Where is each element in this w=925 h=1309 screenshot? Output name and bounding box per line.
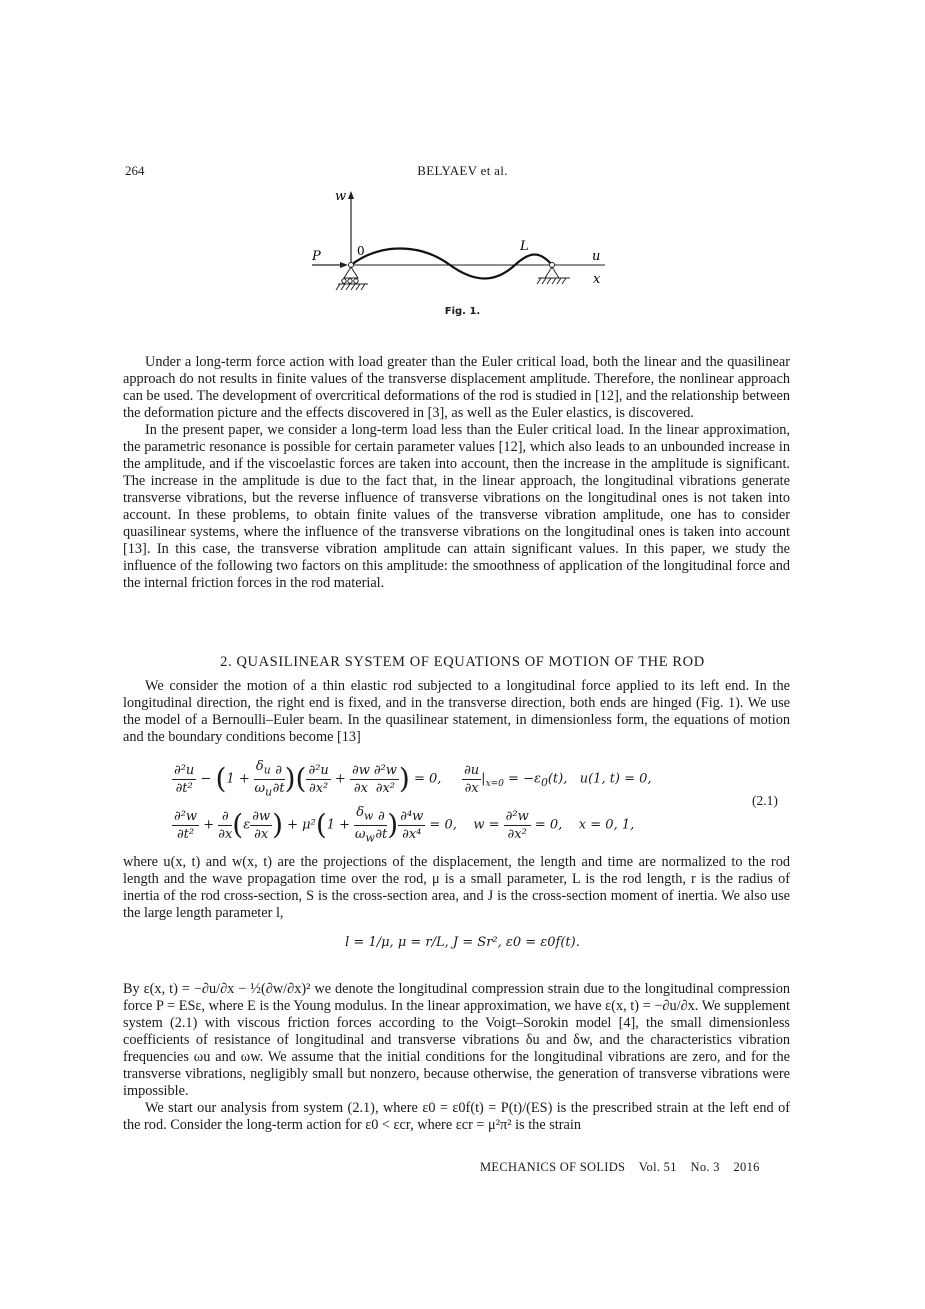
- label-u: u: [592, 249, 601, 264]
- paragraph-4: where u(x, t) and w(x, t) are the projections of the displacement, the length and time are normalized to the rod length and the wave propagation time over the rod, μ is a small parameter, L is the rod length, r is the radius of inertia of the rod cross-section, S is the cross-section area, and J is the cross-section moment of inertia. We also use the large length parameter l,: [123, 854, 790, 921]
- label-L: L: [520, 239, 529, 254]
- label-w: w: [335, 189, 347, 204]
- paragraph-6: We start our analysis from system (2.1), where ε0 = ε0f(t) = P(t)/(ES) is the prescribed strain at the left end of the rod. Consider the long-term action for ε0 < εcr, where εcr = μ²π² is the strain: [123, 1100, 790, 1133]
- equation-line-2: $\frac{\text{∂²w}}{\text{∂t²}}$ + $\frac{\partial}{\partial x}$ (ε $\frac{\partial w}{\partial x}$ ) + μ²(1 + $\frac{\delta_w}{\omega_w}$ $\frac{\partial}{\partial t}$ ) $\frac{\text{∂⁴w}}{\text{∂x⁴}}$ = 0, w = $\frac{\text{∂²w}}{\text{∂x²}}$ = 0, x = 0, 1,: [174, 805, 635, 845]
- equation-line-1: $\frac{\text{∂²u}}{\text{∂t²}}$ − (1 + $\frac{\delta_u}{\omega_u}$ $\frac{\partial}{\partial t}$ )( $\frac{\text{∂²u}}{\text{∂x²}}$ + $\frac{\partial w}{\partial x}$ $\frac{\text{∂²w}}{\text{∂x²}}$ ) = 0, $\frac{\partial u}{\partial x}$ $|_{x=0} = -\varepsilon_0(t)$, u(1, t) = 0,: [174, 759, 652, 799]
- paragraph-1: Under a long-term force action with load greater than the Euler critical load, both the linear and the quasilinear approach do not results in finite values of the transverse displacement amplitude. Therefore, the nonlinear approach can be used. The development of overcritical deformations of the rod is studied in [12], and the relationship between the deformation picture and the effects discovered in [3], as well as the Euler elastics, is discovered.: [123, 354, 790, 421]
- journal-volume: Vol. 51: [638, 1160, 677, 1174]
- force-arrow-head: [340, 262, 348, 268]
- section-title: 2. QUASILINEAR SYSTEM OF EQUATIONS OF MOTION OF THE ROD: [220, 654, 705, 670]
- label-zero: 0: [357, 244, 365, 258]
- w-axis-arrow: [348, 191, 354, 199]
- definitions-text: [123, 854, 790, 922]
- strain-text: [123, 981, 790, 1134]
- paragraph-5: By ε(x, t) = −∂u/∂x − ½(∂w/∂x)² we denote the longitudinal compression strain due to the longitudinal compression force P = ESε, where E is the Young modulus. In the linear approximation, we have ε(x, t) = −∂u/∂x. We supplement system (2.1) with viscous friction forces according to the Voigt–Sorokin model [4], the small dimensionless coefficients of resistance of longitudinal and transverse vibrations δu and δw, and the characteristics vibration frequencies ωu and ωw. We assume that the initial conditions for the longitudinal vibrations are zero, and for the transverse vibrations, negligibly small but nonzero, because otherwise, the generation of transverse vibrations were impossible.: [123, 981, 790, 1099]
- equation-number: (2.1): [752, 793, 778, 808]
- running-title: BELYAEV et al.: [417, 163, 508, 178]
- figure-rod-diagram: [300, 183, 620, 298]
- paragraph-2: In the present paper, we consider a long-term load less than the Euler critical load. In the linear approximation, the parametric resonance is possible for certain parameter values [12], which also leads to an unbounded increase in the amplitude, and if the viscoelastic forces are taken into account, then the increase in the amplitude is significant. The increase in the amplitude is due to the fact that, in the linear approach, the longitudinal vibrations generate transverse vibrations, but the reverse influence of transverse vibrations on the longitudinal ones is not taken into account. In these problems, to obtain finite values of the transverse vibration amplitude, one has to consider quasilinear systems, where the influence of the transverse vibrations on the longitudinal ones is taken into account [13]. In this case, the transverse vibration amplitude can attain significant values. In this paper, we study the influence of the following two factors on this amplitude: the smoothness of application of the longitudinal force and the internal friction forces in the rod material.: [123, 422, 790, 591]
- journal-name: MECHANICS OF SOLIDS: [480, 1160, 626, 1174]
- page-number: 264: [125, 163, 145, 178]
- journal-footer: [480, 1160, 760, 1175]
- figure-caption: Fig. 1.: [444, 306, 481, 317]
- section-intro-text: [123, 678, 790, 746]
- journal-issue: No. 3: [690, 1160, 720, 1174]
- label-P: P: [312, 249, 321, 264]
- intro-text: [123, 354, 790, 592]
- right-support-triangle: [545, 267, 559, 278]
- paragraph-3: We consider the motion of a thin elastic rod subjected to a longitudinal force applied to its left end. In the longitudinal direction, the right end is fixed, and in the transverse direction, both ends are hinged (Fig. 1). We use the model of a Bernoulli–Euler beam. In the quasilinear statement, in dimensionless form, the equations of motion and the boundary conditions become [13]: [123, 678, 790, 745]
- equation-system-2-1: [172, 758, 732, 848]
- left-support-triangle: [344, 267, 358, 278]
- equation-large-length-parameter: l = 1/μ, μ = r/L, J = Sr², ε0 = ε0f(t).: [345, 935, 580, 950]
- journal-year: 2016: [733, 1160, 760, 1174]
- label-x: x: [593, 272, 601, 287]
